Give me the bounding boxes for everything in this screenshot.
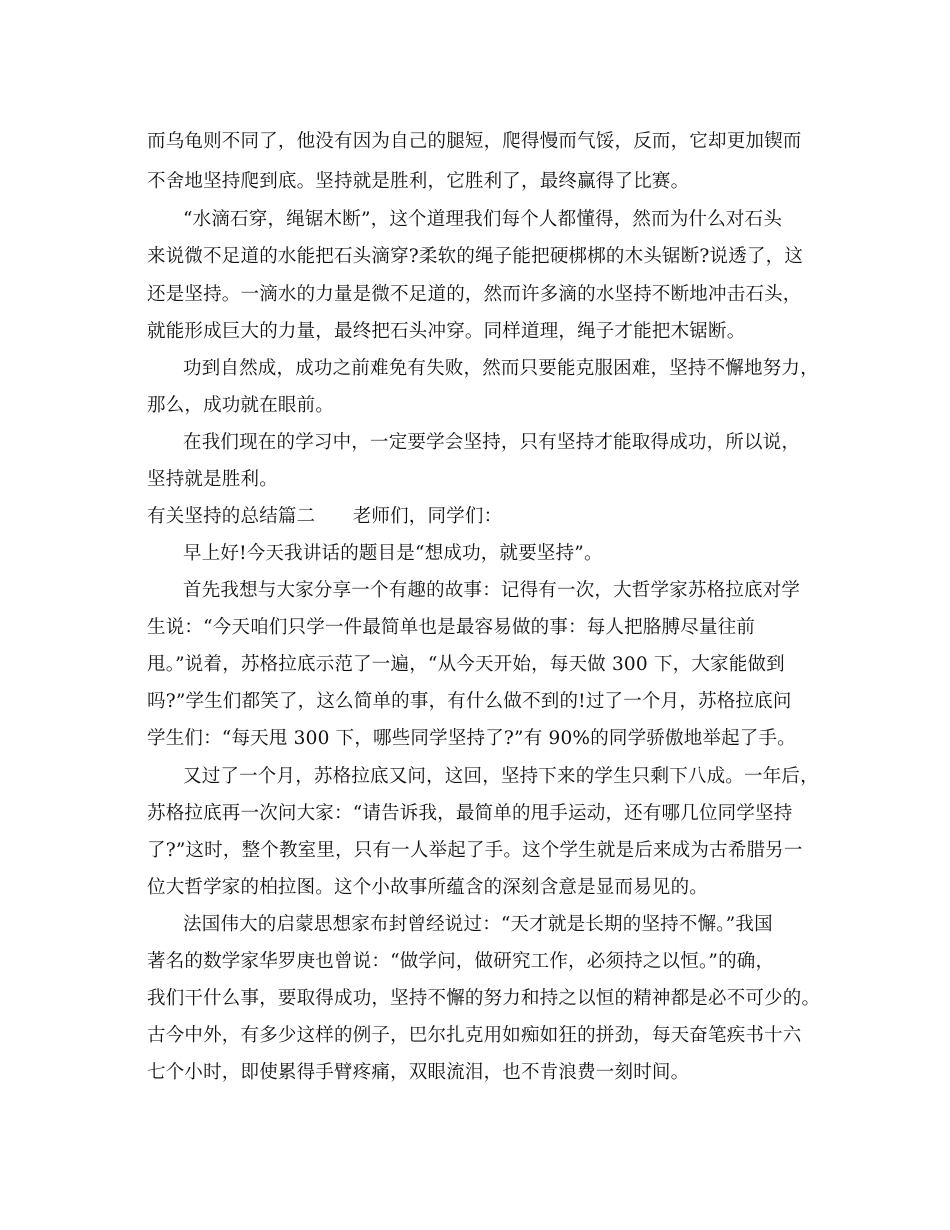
text-line: 而乌龟则不同了，他没有因为自己的腿短，爬得慢而气馁，反而，它却更加锲而 xyxy=(147,131,802,152)
text-line: 不舍地坚持爬到底。坚持就是胜利，它胜利了，最终赢得了比赛。 xyxy=(147,171,690,192)
text-line: 就能形成巨大的力量，最终把石头冲穿。同样道理，绳子才能把木锯断。 xyxy=(147,321,746,342)
text-line: 苏格拉底再一次问大家：“请告诉我，最简单的甩手运动，还有哪几位同学坚持 xyxy=(147,803,793,824)
text-line: 还是坚持。一滴水的力量是微不足道的，然而许多滴的水坚持不断地冲击石头， xyxy=(147,284,802,305)
text-line: 坚持就是胜利。 xyxy=(147,469,278,490)
text-line: 甩。”说着，苏格拉底示范了一遍，“从今天开始，每天做 300 下，大家能做到 xyxy=(147,654,785,675)
paragraph-first-line: 首先我想与大家分享一个有趣的故事：记得有一次，大哲学家苏格拉底对学 xyxy=(183,580,801,601)
paragraph-first-line: 早上好!今天我讲话的题目是“想成功，就要坚持”。 xyxy=(183,543,603,564)
text-line: 位大哲学家的柏拉图。这个小故事所蕴含的深刻含意是显而易见的。 xyxy=(147,877,709,898)
text-line: 我们干什么事，要取得成功，坚持不懈的努力和持之以恒的精神都是必不可少的。 xyxy=(147,988,821,1009)
paragraph-first-line: “水滴石穿，绳锯木断”，这个道理我们每个人都懂得，然而为什么对石头 xyxy=(183,209,783,230)
text-line: 生说：“今天咱们只学一件最简单也是最容易做的事：每人把胳膊尽量往前 xyxy=(147,617,756,638)
text-line: 七个小时，即使累得手臂疼痛，双眼流泪，也不肯浪费一刻时间。 xyxy=(147,1062,690,1083)
paragraph-first-line: 法国伟大的启蒙思想家布封曾经说过：“天才就是长期的坚持不懈。”我国 xyxy=(183,914,773,935)
text-line: 著名的数学家华罗庚也曾说：“做学问，做研究工作，必须持之以恒。”的确， xyxy=(147,951,775,972)
text-line: 吗?”学生们都笑了，这么简单的事，有什么做不到的!过了一个月，苏格拉底问 xyxy=(147,691,792,712)
paragraph-first-line: 又过了一个月，苏格拉底又问，这回，坚持下来的学生只剩下八成。一年后， xyxy=(183,766,819,787)
section-heading: 有关坚持的总结篇二 老师们，同学们： xyxy=(147,506,503,527)
paragraph-first-line: 在我们现在的学习中，一定要学会坚持，只有坚持才能取得成功，所以说， xyxy=(183,432,801,453)
text-line: 那么，成功就在眼前。 xyxy=(147,395,335,416)
text-line: 古今中外，有多少这样的例子，巴尔扎克用如痴如狂的拼劲，每天奋笔疾书十六 xyxy=(147,1025,802,1046)
text-line: 学生们：“每天甩 300 下，哪些同学坚持了?”有 90%的同学骄傲地举起了手。 xyxy=(147,728,796,749)
text-line: 来说微不足道的水能把石头滴穿?柔软的绳子能把硬梆梆的木头锯断?说透了，这 xyxy=(147,246,804,267)
paragraph-first-line: 功到自然成，成功之前难免有失败，然而只要能克服困难，坚持不懈地努力， xyxy=(183,358,819,379)
text-line: 了?”这时，整个教室里，只有一人举起了手。这个学生就是后来成为古希腊另一 xyxy=(147,840,803,861)
